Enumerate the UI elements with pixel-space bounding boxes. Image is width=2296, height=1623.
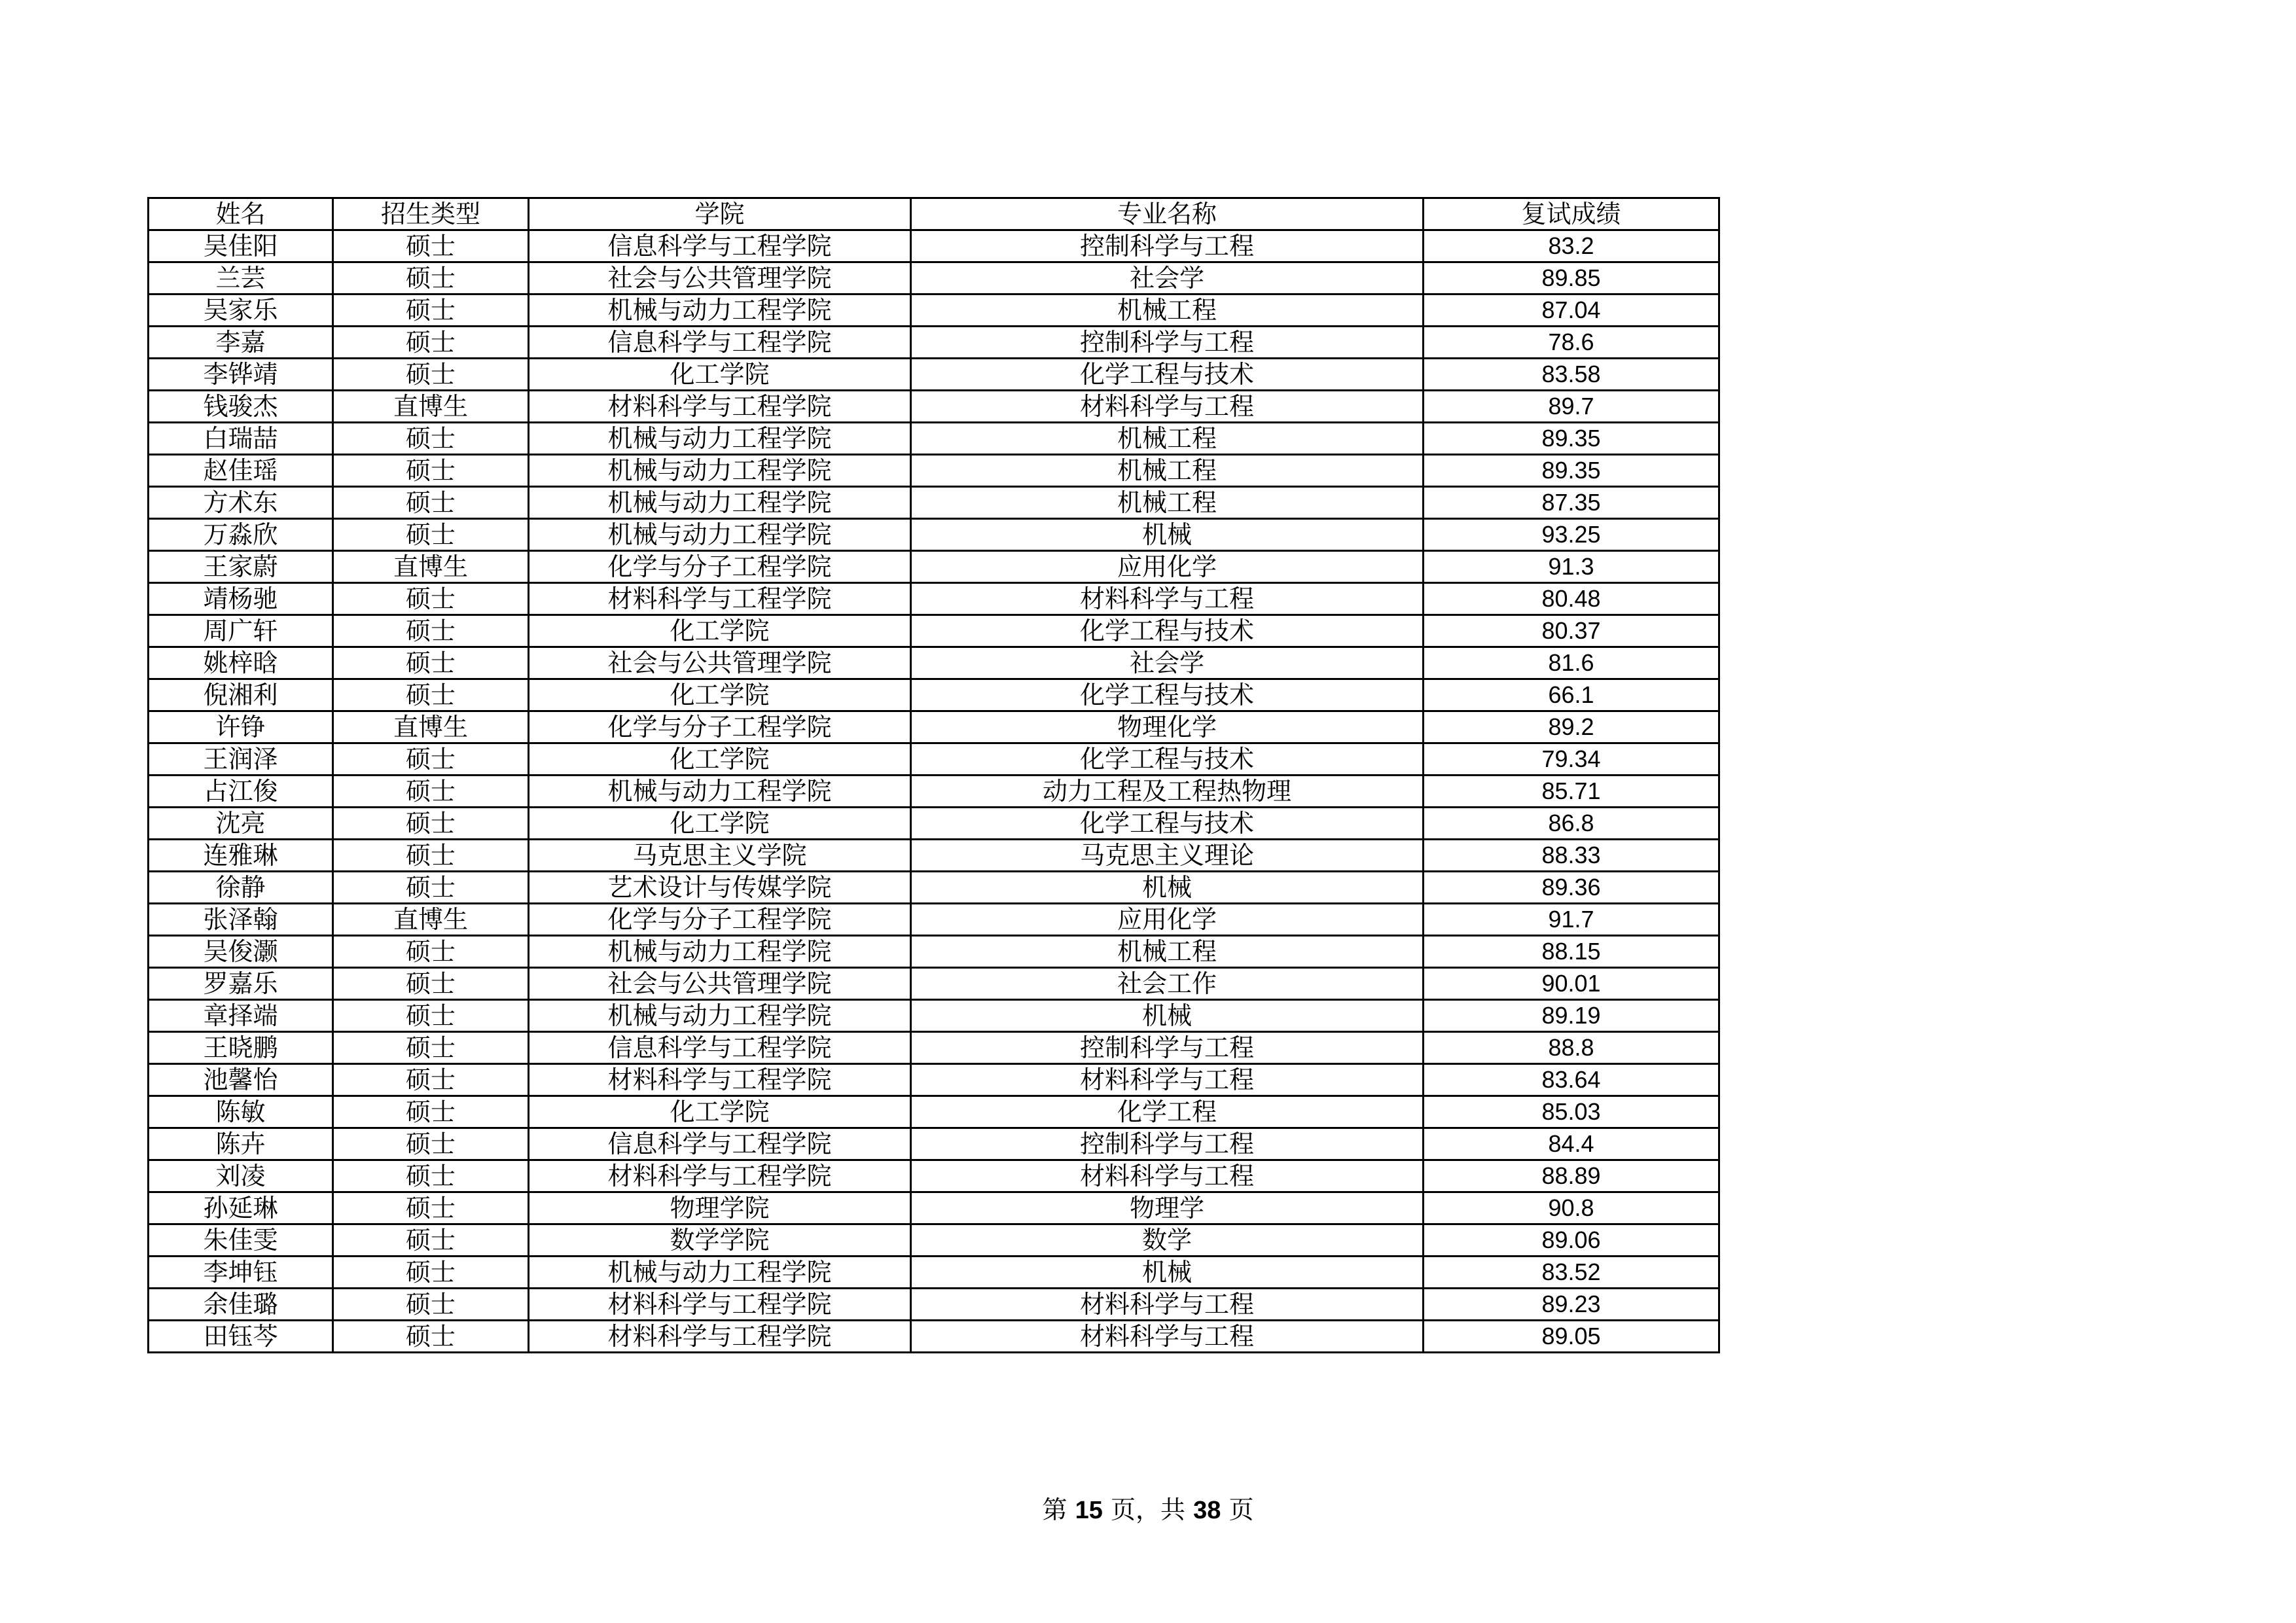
cell-enrollment-type: 硕士 [333, 1000, 529, 1032]
cell-major: 机械工程 [911, 936, 1424, 968]
table-row [149, 230, 1719, 262]
cell-enrollment-type: 直博生 [333, 391, 529, 423]
cell-name: 余佳璐 [149, 1289, 333, 1321]
table-row [149, 583, 1719, 615]
cell-retest-score: 88.15 [1424, 936, 1719, 968]
cell-college: 信息科学与工程学院 [529, 230, 911, 262]
cell-name: 徐静 [149, 872, 333, 904]
table-row [149, 808, 1719, 840]
admission-results-table [147, 197, 1720, 1353]
cell-name: 连雅琳 [149, 840, 333, 872]
cell-enrollment-type: 直博生 [333, 904, 529, 936]
cell-enrollment-type: 硕士 [333, 968, 529, 1000]
cell-enrollment-type: 硕士 [333, 487, 529, 519]
header-major: 专业名称 [911, 198, 1424, 230]
cell-college: 物理学院 [529, 1192, 911, 1224]
cell-enrollment-type: 直博生 [333, 551, 529, 583]
cell-enrollment-type: 硕士 [333, 679, 529, 711]
cell-enrollment-type: 硕士 [333, 743, 529, 776]
cell-name: 罗嘉乐 [149, 968, 333, 1000]
cell-enrollment-type: 硕士 [333, 647, 529, 679]
cell-major: 控制科学与工程 [911, 1128, 1424, 1160]
cell-college: 材料科学与工程学院 [529, 1321, 911, 1353]
cell-college: 马克思主义学院 [529, 840, 911, 872]
table-row [149, 391, 1719, 423]
cell-retest-score: 89.2 [1424, 711, 1719, 743]
cell-retest-score: 85.71 [1424, 776, 1719, 808]
table-row [149, 1257, 1719, 1289]
table-row [149, 1160, 1719, 1192]
cell-name: 王润泽 [149, 743, 333, 776]
cell-retest-score: 91.3 [1424, 551, 1719, 583]
cell-retest-score: 79.34 [1424, 743, 1719, 776]
cell-name: 占江俊 [149, 776, 333, 808]
table-row [149, 1064, 1719, 1096]
table-row [149, 262, 1719, 294]
cell-major: 材料科学与工程 [911, 1321, 1424, 1353]
cell-major: 机械 [911, 1257, 1424, 1289]
cell-name: 许铮 [149, 711, 333, 743]
cell-enrollment-type: 硕士 [333, 294, 529, 327]
cell-enrollment-type: 硕士 [333, 359, 529, 391]
cell-retest-score: 83.2 [1424, 230, 1719, 262]
cell-enrollment-type: 硕士 [333, 1064, 529, 1096]
cell-enrollment-type: 直博生 [333, 711, 529, 743]
table-row [149, 711, 1719, 743]
cell-major: 化学工程与技术 [911, 359, 1424, 391]
cell-name: 陈卉 [149, 1128, 333, 1160]
cell-retest-score: 80.48 [1424, 583, 1719, 615]
cell-major: 材料科学与工程 [911, 583, 1424, 615]
table-row [149, 455, 1719, 487]
cell-name: 倪湘利 [149, 679, 333, 711]
cell-enrollment-type: 硕士 [333, 1224, 529, 1257]
cell-college: 艺术设计与传媒学院 [529, 872, 911, 904]
cell-retest-score: 83.64 [1424, 1064, 1719, 1096]
cell-college: 化工学院 [529, 743, 911, 776]
table-row [149, 679, 1719, 711]
cell-retest-score: 90.01 [1424, 968, 1719, 1000]
table-row [149, 1224, 1719, 1257]
table-row [149, 615, 1719, 647]
cell-major: 动力工程及工程热物理 [911, 776, 1424, 808]
cell-retest-score: 89.06 [1424, 1224, 1719, 1257]
table-row [149, 327, 1719, 359]
cell-name: 李坤钰 [149, 1257, 333, 1289]
header-college: 学院 [529, 198, 911, 230]
cell-retest-score: 83.58 [1424, 359, 1719, 391]
cell-name: 吴俊灏 [149, 936, 333, 968]
page-suffix: 页 [1229, 1495, 1254, 1524]
cell-enrollment-type: 硕士 [333, 776, 529, 808]
table-row [149, 840, 1719, 872]
cell-enrollment-type: 硕士 [333, 840, 529, 872]
cell-name: 沈亮 [149, 808, 333, 840]
table-row [149, 647, 1719, 679]
cell-name: 孙延琳 [149, 1192, 333, 1224]
cell-enrollment-type: 硕士 [333, 1032, 529, 1064]
cell-retest-score: 89.35 [1424, 455, 1719, 487]
cell-college: 信息科学与工程学院 [529, 1032, 911, 1064]
table-header [149, 198, 1719, 230]
cell-retest-score: 84.4 [1424, 1128, 1719, 1160]
cell-college: 化工学院 [529, 679, 911, 711]
cell-retest-score: 90.8 [1424, 1192, 1719, 1224]
cell-name: 张泽翰 [149, 904, 333, 936]
table-row [149, 1321, 1719, 1353]
cell-major: 物理化学 [911, 711, 1424, 743]
cell-college: 社会与公共管理学院 [529, 262, 911, 294]
table-row [149, 487, 1719, 519]
table-row [149, 1128, 1719, 1160]
table-row [149, 936, 1719, 968]
cell-name: 周广轩 [149, 615, 333, 647]
cell-major: 应用化学 [911, 551, 1424, 583]
cell-name: 池馨怡 [149, 1064, 333, 1096]
cell-college: 材料科学与工程学院 [529, 583, 911, 615]
cell-college: 材料科学与工程学院 [529, 1160, 911, 1192]
cell-college: 信息科学与工程学院 [529, 1128, 911, 1160]
table-row [149, 776, 1719, 808]
cell-enrollment-type: 硕士 [333, 1192, 529, 1224]
cell-name: 白瑞喆 [149, 423, 333, 455]
page-footer [0, 1495, 2296, 1525]
table-row [149, 1192, 1719, 1224]
cell-name: 田钰芩 [149, 1321, 333, 1353]
cell-name: 朱佳雯 [149, 1224, 333, 1257]
cell-major: 材料科学与工程 [911, 1064, 1424, 1096]
cell-major: 控制科学与工程 [911, 327, 1424, 359]
cell-name: 王家蔚 [149, 551, 333, 583]
cell-retest-score: 89.23 [1424, 1289, 1719, 1321]
cell-major: 化学工程 [911, 1096, 1424, 1128]
cell-college: 机械与动力工程学院 [529, 487, 911, 519]
cell-retest-score: 88.89 [1424, 1160, 1719, 1192]
cell-retest-score: 88.33 [1424, 840, 1719, 872]
cell-major: 马克思主义理论 [911, 840, 1424, 872]
cell-enrollment-type: 硕士 [333, 1128, 529, 1160]
table-row [149, 1096, 1719, 1128]
cell-major: 社会工作 [911, 968, 1424, 1000]
cell-name: 李嘉 [149, 327, 333, 359]
header-enrollment-type: 招生类型 [333, 198, 529, 230]
cell-college: 机械与动力工程学院 [529, 936, 911, 968]
table-row [149, 743, 1719, 776]
cell-major: 机械工程 [911, 487, 1424, 519]
cell-major: 物理学 [911, 1192, 1424, 1224]
cell-enrollment-type: 硕士 [333, 615, 529, 647]
cell-retest-score: 89.19 [1424, 1000, 1719, 1032]
cell-major: 化学工程与技术 [911, 615, 1424, 647]
cell-major: 控制科学与工程 [911, 230, 1424, 262]
cell-college: 机械与动力工程学院 [529, 455, 911, 487]
cell-name: 刘凌 [149, 1160, 333, 1192]
cell-enrollment-type: 硕士 [333, 455, 529, 487]
cell-college: 机械与动力工程学院 [529, 519, 911, 551]
cell-name: 王晓鹏 [149, 1032, 333, 1064]
cell-college: 信息科学与工程学院 [529, 327, 911, 359]
cell-retest-score: 66.1 [1424, 679, 1719, 711]
header-name: 姓名 [149, 198, 333, 230]
cell-major: 材料科学与工程 [911, 391, 1424, 423]
cell-major: 机械 [911, 872, 1424, 904]
cell-enrollment-type: 硕士 [333, 423, 529, 455]
cell-major: 控制科学与工程 [911, 1032, 1424, 1064]
cell-enrollment-type: 硕士 [333, 1257, 529, 1289]
cell-college: 化工学院 [529, 1096, 911, 1128]
table-row [149, 1289, 1719, 1321]
cell-name: 吴佳阳 [149, 230, 333, 262]
cell-major: 化学工程与技术 [911, 808, 1424, 840]
cell-major: 机械工程 [911, 423, 1424, 455]
cell-retest-score: 89.36 [1424, 872, 1719, 904]
table-row [149, 423, 1719, 455]
table-row [149, 359, 1719, 391]
cell-college: 机械与动力工程学院 [529, 1257, 911, 1289]
table-row [149, 294, 1719, 327]
table-row [149, 872, 1719, 904]
cell-college: 化学与分子工程学院 [529, 551, 911, 583]
cell-major: 机械工程 [911, 455, 1424, 487]
cell-name: 李铧靖 [149, 359, 333, 391]
cell-retest-score: 85.03 [1424, 1096, 1719, 1128]
cell-enrollment-type: 硕士 [333, 1321, 529, 1353]
cell-major: 数学 [911, 1224, 1424, 1257]
cell-major: 社会学 [911, 262, 1424, 294]
cell-enrollment-type: 硕士 [333, 583, 529, 615]
cell-enrollment-type: 硕士 [333, 262, 529, 294]
cell-college: 化学与分子工程学院 [529, 711, 911, 743]
cell-enrollment-type: 硕士 [333, 1096, 529, 1128]
cell-retest-score: 87.35 [1424, 487, 1719, 519]
cell-major: 材料科学与工程 [911, 1160, 1424, 1192]
cell-retest-score: 89.7 [1424, 391, 1719, 423]
cell-retest-score: 89.35 [1424, 423, 1719, 455]
table-row [149, 1032, 1719, 1064]
cell-retest-score: 87.04 [1424, 294, 1719, 327]
cell-major: 机械工程 [911, 294, 1424, 327]
cell-college: 材料科学与工程学院 [529, 1064, 911, 1096]
table-row [149, 1000, 1719, 1032]
cell-retest-score: 80.37 [1424, 615, 1719, 647]
cell-college: 机械与动力工程学院 [529, 1000, 911, 1032]
table-row [149, 519, 1719, 551]
cell-major: 机械 [911, 519, 1424, 551]
cell-college: 材料科学与工程学院 [529, 391, 911, 423]
cell-retest-score: 89.85 [1424, 262, 1719, 294]
page-middle-text: 页，共 [1110, 1495, 1185, 1524]
cell-major: 机械 [911, 1000, 1424, 1032]
cell-college: 机械与动力工程学院 [529, 423, 911, 455]
cell-enrollment-type: 硕士 [333, 808, 529, 840]
current-page-number: 15 [1075, 1497, 1103, 1524]
cell-name: 兰芸 [149, 262, 333, 294]
table-row [149, 904, 1719, 936]
cell-college: 化工学院 [529, 359, 911, 391]
cell-name: 赵佳瑶 [149, 455, 333, 487]
cell-college: 机械与动力工程学院 [529, 776, 911, 808]
cell-retest-score: 78.6 [1424, 327, 1719, 359]
cell-name: 章择端 [149, 1000, 333, 1032]
cell-retest-score: 81.6 [1424, 647, 1719, 679]
cell-college: 化工学院 [529, 615, 911, 647]
cell-retest-score: 86.8 [1424, 808, 1719, 840]
cell-enrollment-type: 硕士 [333, 936, 529, 968]
cell-name: 钱骏杰 [149, 391, 333, 423]
cell-retest-score: 91.7 [1424, 904, 1719, 936]
cell-college: 机械与动力工程学院 [529, 294, 911, 327]
cell-enrollment-type: 硕士 [333, 230, 529, 262]
cell-name: 姚梓晗 [149, 647, 333, 679]
page-prefix: 第 [1042, 1495, 1067, 1524]
cell-college: 社会与公共管理学院 [529, 647, 911, 679]
table-body [149, 230, 1719, 1353]
cell-major: 应用化学 [911, 904, 1424, 936]
cell-enrollment-type: 硕士 [333, 327, 529, 359]
cell-retest-score: 83.52 [1424, 1257, 1719, 1289]
cell-college: 材料科学与工程学院 [529, 1289, 911, 1321]
header-retest-score: 复试成绩 [1424, 198, 1719, 230]
table-row [149, 968, 1719, 1000]
cell-college: 化工学院 [529, 808, 911, 840]
cell-enrollment-type: 硕士 [333, 1289, 529, 1321]
cell-major: 化学工程与技术 [911, 743, 1424, 776]
total-pages-number: 38 [1193, 1497, 1221, 1524]
cell-name: 吴家乐 [149, 294, 333, 327]
cell-enrollment-type: 硕士 [333, 872, 529, 904]
cell-retest-score: 88.8 [1424, 1032, 1719, 1064]
cell-college: 化学与分子工程学院 [529, 904, 911, 936]
cell-college: 社会与公共管理学院 [529, 968, 911, 1000]
cell-retest-score: 93.25 [1424, 519, 1719, 551]
table-row [149, 551, 1719, 583]
cell-name: 靖杨驰 [149, 583, 333, 615]
cell-major: 化学工程与技术 [911, 679, 1424, 711]
cell-enrollment-type: 硕士 [333, 1160, 529, 1192]
header-row [149, 198, 1719, 230]
cell-name: 万淼欣 [149, 519, 333, 551]
cell-major: 社会学 [911, 647, 1424, 679]
cell-name: 方术东 [149, 487, 333, 519]
cell-college: 数学学院 [529, 1224, 911, 1257]
cell-retest-score: 89.05 [1424, 1321, 1719, 1353]
cell-name: 陈敏 [149, 1096, 333, 1128]
cell-enrollment-type: 硕士 [333, 519, 529, 551]
cell-major: 材料科学与工程 [911, 1289, 1424, 1321]
